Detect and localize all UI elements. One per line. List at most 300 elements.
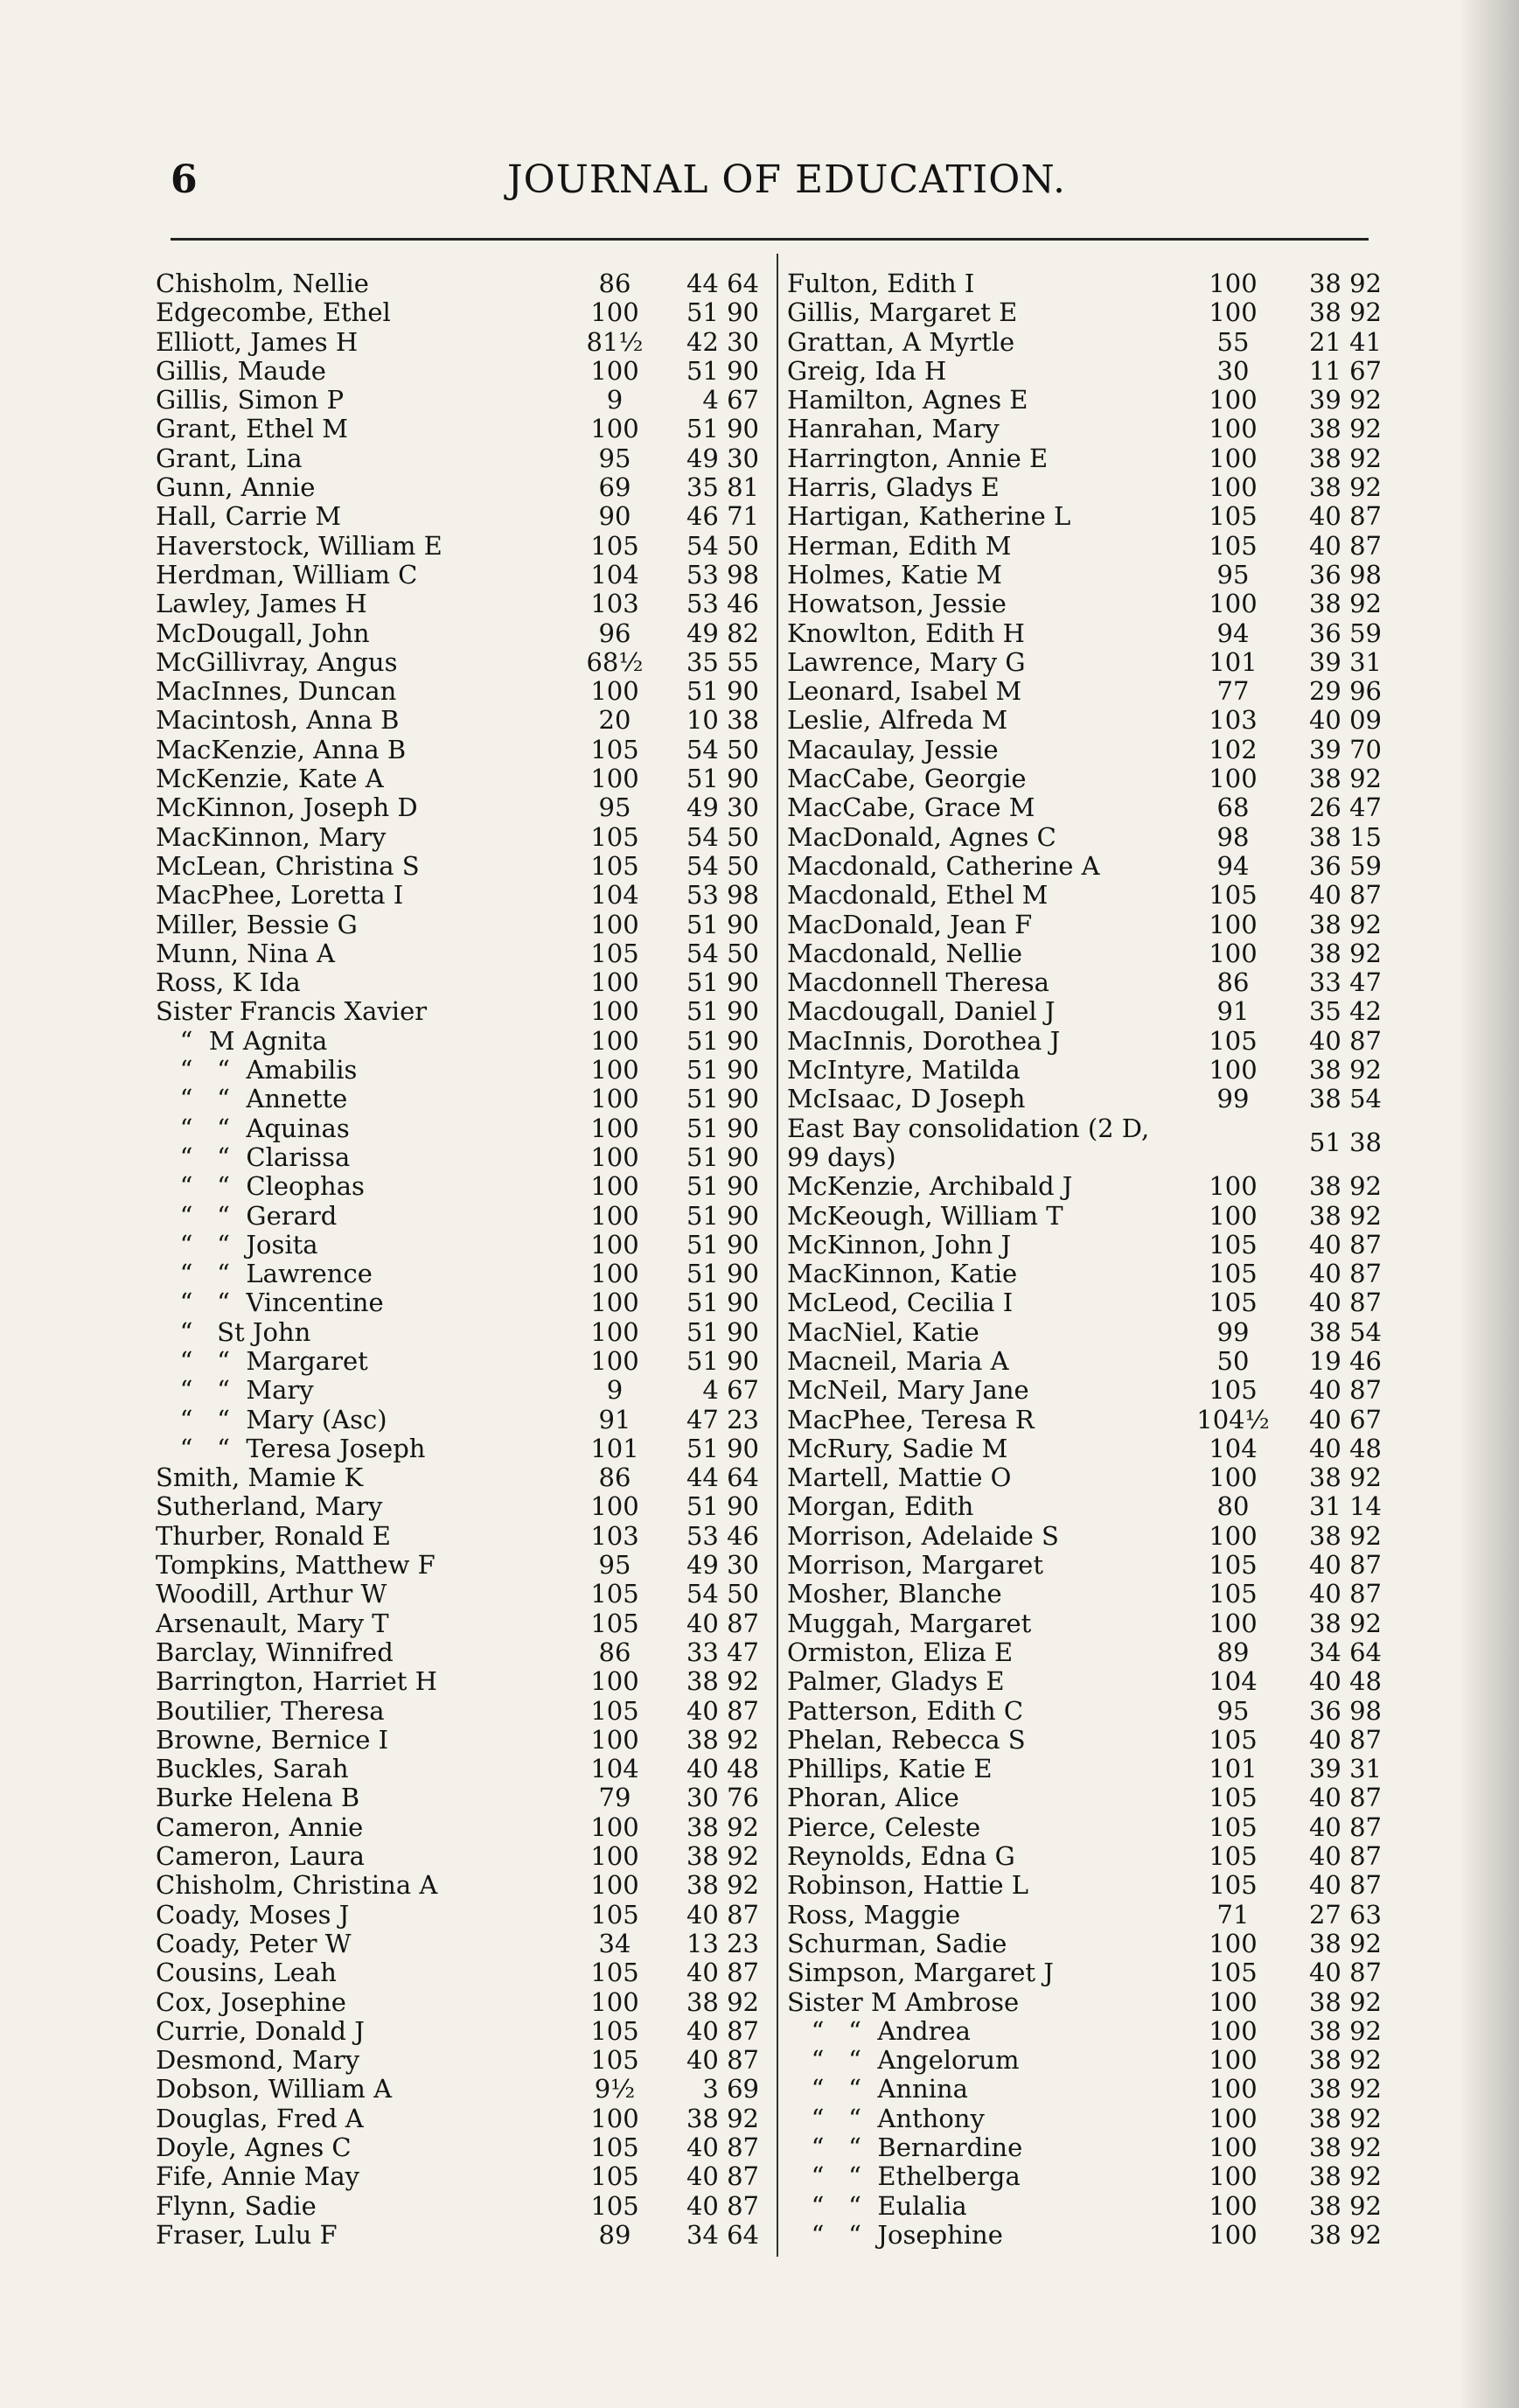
table-row	[156, 1813, 759, 1842]
entry-name: Sutherland, Mary	[156, 1492, 383, 1522]
entry-amount: 39 31	[1308, 1754, 1382, 1784]
table-row	[156, 619, 759, 648]
entry-grade: 30	[1216, 355, 1250, 386]
entry-name: Gillis, Maude	[156, 356, 326, 386]
entry-name: Macneil, Maria A	[787, 1346, 1009, 1376]
entry-grade: 100	[590, 1025, 639, 1056]
entry-grade: 100	[1209, 589, 1258, 619]
entry-amount: 38 92	[686, 1986, 759, 2017]
page-number: 6	[171, 157, 198, 202]
table-row	[156, 939, 759, 968]
entry-amount: 51 90	[686, 1433, 759, 1463]
entry-name: Tompkins, Matthew F	[156, 1551, 435, 1581]
entry-name: “ “ Bernardine	[787, 2133, 1023, 2162]
entry-name: Grattan, A Myrtle	[787, 327, 1015, 357]
entry-grade: 105	[1209, 1288, 1258, 1318]
entry-grade: 86	[598, 1462, 631, 1493]
entry-name: Gillis, Simon P	[156, 386, 345, 415]
entry-grade: 86	[598, 269, 631, 298]
entry-grade: 77	[1216, 676, 1250, 707]
table-row	[787, 473, 1382, 502]
entry-grade: 100	[590, 1345, 639, 1376]
entry-grade: 9	[606, 1375, 624, 1406]
entry-grade: 69	[598, 472, 631, 503]
entry-amount: 51 90	[686, 1025, 759, 1056]
entry-amount: 40 87	[686, 1899, 759, 1930]
entry-name: Morrison, Margaret	[787, 1551, 1043, 1581]
entry-amount: 51 90	[686, 1288, 759, 1318]
entry-grade: 102	[1209, 734, 1258, 764]
entry-name: Fraser, Lulu F	[156, 2220, 338, 2250]
entry-amount: 38 54	[1308, 1084, 1382, 1114]
entry-name: Ross, K Ida	[156, 968, 301, 998]
entry-grade: 105	[1209, 1841, 1258, 1872]
entry-name: MacCabe, Grace M	[787, 793, 1035, 823]
entry-name: “ “ Annette	[156, 1085, 348, 1114]
entry-name: Miller, Bessie G	[156, 910, 358, 939]
table-row	[787, 1463, 1382, 1492]
table-row	[787, 997, 1382, 1026]
entry-grade: 105	[1209, 1870, 1258, 1901]
entry-grade: 91	[598, 1404, 631, 1434]
table-row	[787, 1260, 1382, 1288]
entry-name: Macdonnell Theresa	[787, 968, 1049, 998]
entry-name: Ormiston, Eliza E	[787, 1637, 1014, 1667]
entry-amount: 38 92	[1308, 1055, 1382, 1085]
entry-grade: 86	[1216, 967, 1250, 998]
entry-grade: 100	[1209, 385, 1258, 415]
table-row	[156, 444, 759, 473]
table-row	[156, 561, 759, 590]
table-row	[787, 1492, 1382, 1521]
entry-grade: 105	[1209, 1724, 1258, 1755]
entry-name: Macdonald, Catherine A	[787, 851, 1100, 881]
entry-name: Burke Helena B	[156, 1783, 360, 1813]
entry-amount: 38 92	[1308, 2219, 1382, 2250]
entry-name: “ “ Vincentine	[156, 1288, 384, 1318]
table-row	[156, 2192, 759, 2221]
table-row	[787, 1172, 1382, 1201]
entry-name: Arsenault, Mary T	[156, 1609, 389, 1638]
entry-amount: 54 50	[686, 734, 759, 764]
entry-amount: 34 64	[686, 2219, 759, 2250]
entry-name: MacCabe, Georgie	[787, 764, 1027, 794]
entry-grade: 100	[590, 1724, 639, 1755]
table-row	[787, 298, 1382, 327]
entry-name: “ “ Ethelberga	[787, 2162, 1021, 2192]
entry-name: Pierce, Celeste	[787, 1812, 981, 1842]
table-row	[787, 502, 1382, 531]
table-row	[156, 2221, 759, 2250]
entry-name: Martell, Mattie O	[787, 1463, 1012, 1493]
entry-name: “ “ Aquinas	[156, 1113, 350, 1143]
entry-grade: 105	[1209, 1579, 1258, 1609]
entry-name: MacInnis, Dorothea J	[787, 1026, 1061, 1056]
entry-grade: 100	[1209, 297, 1258, 328]
entry-grade: 91	[1216, 996, 1250, 1027]
entry-amount: 44 64	[686, 1462, 759, 1493]
entry-grade: 100	[590, 764, 639, 794]
table-row	[787, 1842, 1382, 1871]
entry-grade: 89	[598, 2219, 631, 2250]
entry-name: Leslie, Alfreda M	[787, 706, 1008, 736]
entry-grade: 100	[590, 355, 639, 386]
table-row	[787, 1697, 1382, 1726]
entry-amount: 38 92	[1308, 472, 1382, 503]
entry-grade: 104	[1209, 1666, 1258, 1697]
table-row	[156, 1930, 759, 1958]
table-row	[787, 1871, 1382, 1900]
entry-name: Gunn, Annie	[156, 473, 316, 503]
entry-amount: 38 92	[1308, 938, 1382, 968]
entry-amount: 38 92	[1308, 1462, 1382, 1493]
entry-name: McGillivray, Angus	[156, 647, 398, 677]
table-row	[787, 1551, 1382, 1580]
entry-grade: 105	[590, 530, 639, 561]
table-row	[156, 1551, 759, 1580]
entry-name: Smith, Mamie K	[156, 1463, 364, 1493]
entry-name: Lawrence, Mary G	[787, 647, 1026, 677]
entry-name: McLean, Christina S	[156, 851, 420, 881]
entry-grade: 100	[590, 2103, 639, 2133]
entry-name: Greig, Ida H	[787, 356, 947, 386]
entry-amount: 4 67	[702, 385, 759, 415]
entry-amount: 34 64	[1308, 1637, 1382, 1667]
entry-grade: 105	[1209, 1025, 1258, 1056]
entry-name: “ “ Andrea	[787, 2016, 971, 2046]
entry-amount: 38 92	[1308, 1928, 1382, 1958]
entry-amount: 42 30	[686, 326, 759, 357]
entry-amount: 49 30	[686, 792, 759, 823]
entry-grade: 89	[1216, 1637, 1250, 1667]
entry-amount: 38 92	[1308, 1200, 1382, 1231]
entry-grade: 101	[1209, 1754, 1258, 1784]
entry-name: Patterson, Edith C	[787, 1696, 1024, 1726]
entry-grade: 105	[590, 2015, 639, 2046]
entry-grade: 100	[1209, 472, 1258, 503]
entry-name: Macaulay, Jessie	[787, 735, 999, 764]
entry-amount: 51 90	[686, 1259, 759, 1289]
entry-name: Barclay, Winnifred	[156, 1637, 394, 1667]
entry-amount: 40 87	[1308, 1259, 1382, 1289]
entry-name: McDougall, John	[156, 618, 370, 648]
entry-name: Hanrahan, Mary	[787, 415, 1000, 444]
table-row	[787, 1231, 1382, 1260]
table-row	[156, 1667, 759, 1696]
table-row	[156, 911, 759, 939]
entry-grade: 105	[590, 1958, 639, 1988]
table-row	[156, 1143, 759, 1172]
table-row	[156, 793, 759, 822]
entry-grade: 100	[590, 1491, 639, 1522]
entry-name: Munn, Nina A	[156, 939, 335, 968]
entry-grade: 105	[590, 2132, 639, 2162]
entry-amount: 36 98	[1308, 1695, 1382, 1726]
table-row	[787, 1667, 1382, 1696]
table-row	[787, 736, 1382, 764]
entry-amount: 39 31	[1308, 646, 1382, 677]
column-divider	[777, 254, 778, 2257]
entry-amount: 46 71	[686, 501, 759, 532]
entry-grade: 103	[1209, 705, 1258, 736]
page-header	[171, 157, 1360, 219]
entry-grade: 105	[590, 850, 639, 881]
entry-name: “ “ Clarissa	[156, 1142, 351, 1172]
entry-amount: 40 87	[686, 1608, 759, 1638]
entry-name: Grant, Ethel M	[156, 415, 348, 444]
entry-grade: 100	[590, 676, 639, 707]
entry-name: McNeil, Mary Jane	[787, 1376, 1029, 1406]
entry-amount: 49 30	[686, 1550, 759, 1581]
entry-amount: 26 47	[1308, 792, 1382, 823]
entry-amount: 54 50	[686, 821, 759, 852]
entry-name: Douglas, Fred A	[156, 2104, 364, 2133]
entry-grade: 105	[590, 734, 639, 764]
table-row	[787, 1318, 1382, 1347]
entry-name: Grant, Lina	[156, 443, 303, 473]
table-row	[156, 706, 759, 735]
entry-name: Phelan, Rebecca S	[787, 1725, 1026, 1755]
entry-amount: 40 87	[1308, 501, 1382, 532]
entry-name: “ “ Eulalia	[787, 2191, 967, 2221]
entry-amount: 38 92	[686, 1870, 759, 1901]
table-row	[156, 473, 759, 502]
table-row	[787, 1288, 1382, 1317]
table-row	[787, 911, 1382, 939]
entry-grade: 100	[1209, 1608, 1258, 1638]
entry-name: Harrington, Annie E	[787, 443, 1049, 473]
entry-amount: 38 92	[1308, 2161, 1382, 2192]
table-row	[787, 561, 1382, 590]
table-row	[156, 968, 759, 997]
entry-amount: 36 98	[1308, 559, 1382, 590]
entry-amount: 40 87	[1308, 880, 1382, 911]
entry-name: “ “ Lawrence	[156, 1260, 373, 1289]
entry-grade: 100	[590, 1870, 639, 1901]
table-row	[787, 1726, 1382, 1755]
table-row	[156, 386, 759, 415]
table-row	[787, 2075, 1382, 2104]
entry-amount: 51 90	[686, 676, 759, 707]
table-row	[787, 1434, 1382, 1463]
entry-grade: 105	[1209, 530, 1258, 561]
entry-grade: 100	[590, 1259, 639, 1289]
entry-name: Cousins, Leah	[156, 1958, 337, 1988]
entry-grade: 68	[1216, 792, 1250, 823]
table-row	[156, 2046, 759, 2075]
entry-name: Phillips, Katie E	[787, 1755, 993, 1784]
entry-grade: 105	[1209, 1958, 1258, 1988]
entry-grade: 104	[590, 880, 639, 911]
entry-grade: 100	[1209, 909, 1258, 939]
entry-name: Sister Francis Xavier	[156, 997, 428, 1027]
entry-grade: 105	[590, 1695, 639, 1726]
entry-grade: 100	[590, 1288, 639, 1318]
entry-grade: 105	[590, 938, 639, 968]
entry-grade: 105	[590, 2190, 639, 2221]
entry-amount: 40 09	[1308, 705, 1382, 736]
entry-amount: 40 87	[1308, 1025, 1382, 1056]
table-row	[156, 881, 759, 910]
entry-name: “ “ Josephine	[787, 2220, 1003, 2250]
entry-grade: 103	[590, 1520, 639, 1551]
table-row	[787, 823, 1382, 852]
entry-name: MacKinnon, Katie	[787, 1260, 1018, 1289]
entry-name: Hartigan, Katherine L	[787, 502, 1071, 532]
entry-amount: 27 63	[1308, 1899, 1382, 1930]
left-column	[156, 269, 759, 2250]
entry-amount: 49 82	[686, 618, 759, 648]
entry-name: Chisholm, Christina A	[156, 1871, 438, 1901]
entry-name: Currie, Donald J	[156, 2016, 365, 2046]
entry-name: Fife, Annie May	[156, 2162, 360, 2192]
entry-name: Ross, Maggie	[787, 1900, 961, 1930]
entry-grade: 34	[598, 1928, 631, 1958]
entry-amount: 38 15	[1308, 821, 1382, 852]
entry-amount: 38 92	[686, 1811, 759, 1842]
entry-amount: 38 92	[1308, 2074, 1382, 2104]
entry-amount: 51 90	[686, 996, 759, 1027]
table-row	[787, 619, 1382, 648]
entry-name: Phoran, Alice	[787, 1783, 959, 1813]
entry-amount: 40 67	[1308, 1404, 1382, 1434]
entry-name: “ “ Gerard	[156, 1201, 338, 1231]
entry-name: “ “ Angelorum	[787, 2046, 1020, 2076]
entry-name: Schurman, Sadie	[787, 1929, 1007, 1958]
entry-grade: 100	[1209, 1200, 1258, 1231]
entry-name: “ M Agnita	[156, 1026, 328, 1056]
table-row	[787, 852, 1382, 881]
entry-name: Cameron, Annie	[156, 1812, 364, 1842]
entry-amount: 40 48	[1308, 1433, 1382, 1463]
entry-amount: 51 90	[686, 355, 759, 386]
entry-amount: 40 87	[686, 2190, 759, 2221]
entry-name: Morrison, Adelaide S	[787, 1521, 1059, 1551]
entry-amount: 38 54	[1308, 1316, 1382, 1347]
table-row	[156, 298, 759, 327]
entry-amount: 49 30	[686, 443, 759, 473]
entry-amount: 51 38	[1308, 1127, 1382, 1157]
entry-grade: 100	[1209, 2219, 1258, 2250]
entry-grade: 9½	[594, 2074, 636, 2104]
entry-name: Edgecombe, Ethel	[156, 298, 391, 328]
table-row	[787, 1376, 1382, 1405]
entry-grade: 100	[590, 1113, 639, 1143]
entry-name: Howatson, Jessie	[787, 590, 1007, 619]
entry-amount: 40 87	[686, 2015, 759, 2046]
table-row	[156, 1463, 759, 1492]
table-row	[156, 328, 759, 357]
entry-amount: 33 47	[686, 1637, 759, 1667]
entry-grade: 98	[1216, 821, 1250, 852]
table-row	[156, 1406, 759, 1434]
table-row	[787, 1202, 1382, 1231]
entry-name: Cameron, Laura	[156, 1842, 365, 1872]
entry-amount: 38 92	[1308, 443, 1382, 473]
entry-amount: 38 92	[1308, 269, 1382, 298]
entry-amount: 38 92	[686, 1841, 759, 1872]
entry-grade: 104	[590, 559, 639, 590]
entry-name: Gillis, Margaret E	[787, 298, 1018, 328]
entry-grade: 100	[1209, 2161, 1258, 2192]
table-row	[787, 648, 1382, 677]
entry-name: Fulton, Edith I	[787, 269, 975, 298]
table-row	[787, 2046, 1382, 2075]
entry-grade: 95	[598, 792, 631, 823]
entry-amount: 38 92	[1308, 764, 1382, 794]
table-row	[787, 1755, 1382, 1783]
table-row	[156, 2017, 759, 2046]
entry-name: “ “ Amabilis	[156, 1056, 358, 1085]
entry-amount: 40 87	[686, 1958, 759, 1988]
table-row	[787, 1522, 1382, 1551]
entry-grade: 100	[1209, 1928, 1258, 1958]
entry-name: “ “ Anthony	[787, 2104, 985, 2133]
entry-grade: 100	[590, 1229, 639, 1260]
entry-grade: 100	[1209, 1171, 1258, 1202]
table-row	[156, 1522, 759, 1551]
entry-grade: 95	[598, 443, 631, 473]
entry-name: McIsaac, D Joseph	[787, 1085, 1026, 1114]
entry-grade: 104	[1209, 1433, 1258, 1463]
entry-name: Muggah, Margaret	[787, 1609, 1032, 1638]
entry-grade: 103	[590, 589, 639, 619]
entry-amount: 35 81	[686, 472, 759, 503]
entry-grade: 100	[590, 1171, 639, 1202]
entry-amount: 40 87	[686, 1695, 759, 1726]
entry-amount: 40 87	[1308, 1579, 1382, 1609]
entry-amount: 51 90	[686, 1200, 759, 1231]
entry-name: Robinson, Hattie L	[787, 1871, 1029, 1901]
entry-amount: 40 87	[686, 2161, 759, 2192]
table-row	[787, 328, 1382, 357]
entry-grade: 100	[590, 297, 639, 328]
page-edge-shadow	[1458, 0, 1519, 2408]
entry-grade: 80	[1216, 1491, 1250, 1522]
table-row	[787, 357, 1382, 386]
entry-amount: 40 87	[1308, 1870, 1382, 1901]
entry-amount: 51 90	[686, 1113, 759, 1143]
table-row	[156, 1697, 759, 1726]
entry-amount: 19 46	[1308, 1345, 1382, 1376]
entry-name: East Bay consolidation (2 D, 99 days)	[787, 1113, 1150, 1172]
entry-name: Simpson, Margaret J	[787, 1958, 1054, 1988]
entry-grade: 100	[1209, 938, 1258, 968]
entry-grade: 100	[1209, 764, 1258, 794]
entry-grade: 95	[1216, 1695, 1250, 1726]
table-row	[156, 1260, 759, 1288]
entry-grade: 71	[1216, 1899, 1250, 1930]
entry-name: “ St John	[156, 1317, 311, 1347]
entry-name: Lawley, James H	[156, 590, 367, 619]
table-row	[787, 444, 1382, 473]
entry-amount: 51 90	[686, 967, 759, 998]
entry-grade: 105	[590, 821, 639, 852]
entry-name: Dobson, William A	[156, 2075, 393, 2104]
entry-amount: 51 90	[686, 1491, 759, 1522]
entry-grade: 100	[590, 967, 639, 998]
table-row	[787, 939, 1382, 968]
entry-amount: 54 50	[686, 1579, 759, 1609]
entry-name: Herman, Edith M	[787, 531, 1012, 561]
table-row	[156, 1988, 759, 2017]
table-row	[156, 1609, 759, 1638]
table-row	[787, 2104, 1382, 2133]
entry-name: Morgan, Edith	[787, 1492, 974, 1522]
table-row	[787, 968, 1382, 997]
entry-grade: 100	[1209, 1462, 1258, 1493]
table-row	[156, 502, 759, 531]
